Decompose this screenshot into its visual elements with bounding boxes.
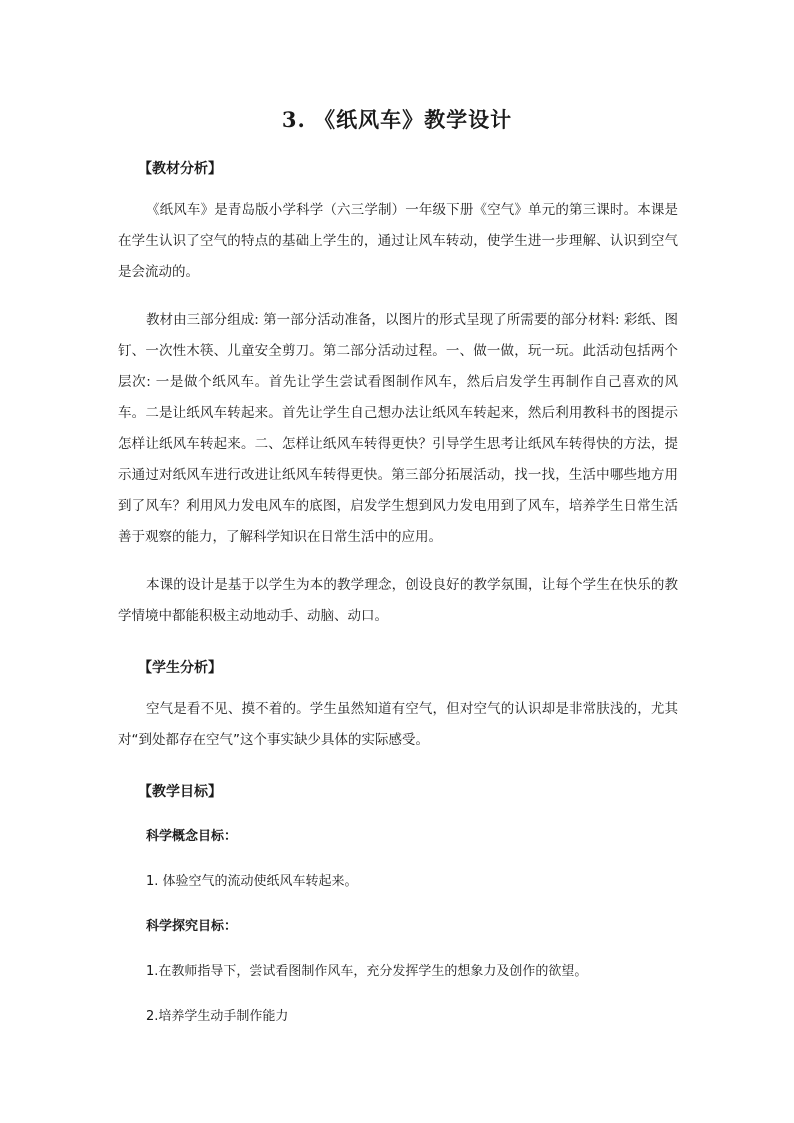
sub-heading-inquiry-goals: 科学探究目标：: [146, 919, 238, 934]
sub-heading-concept-goals: 科学概念目标：: [146, 829, 238, 844]
paragraph: 《纸风车》是青岛版小学科学（六三学制）一年级下册《空气》单元的第三课时。本课是在学生认识了空气的特点的基础上学生的，通过让风车转动，使学生进一步理解、认识到空气是会流动的。: [118, 202, 678, 280]
section-heading-teaching-goals: 【教学目标】: [138, 784, 222, 800]
paragraph: 空气是看不见、摸不着的。学生虽然知道有空气，但对空气的认识却是非常肤浅的，尤其对“到处都存在空气”这个事实缺少具体的实际感受。: [118, 701, 678, 748]
paragraph: 教材由三部分组成: 第一部分活动准备，以图片的形式呈现了所需要的部分材料: 彩纸、图钉、一次性木筷、儿童安全剪刀。第二部分活动过程。一、做一做，玩一玩。此活动包括两个层次: 一是做个纸风车。首先让学生尝试看图制作风车，然后启发学生再制作自己喜欢的风车。二是让纸风车转起来。首先让学生自己想办法让纸风车转起来，然后利用教科书的图提示怎样让纸风车转起来。二、怎样让纸风车转得更快？引导学生思考让纸风车转得快的方法，提示通过对纸风车进行改进让纸风车转得更快。第三部分拓展活动，找一找，生活中哪些地方用到了风车？利用风力发电风车的底图，启发学生想到风力发电用到了风车，培养学生日常生活善于观察的能力，了解科学知识在日常生活中的应用。: [118, 312, 678, 545]
goal-item: 1. 体验空气的流动使纸风车转起来。: [146, 874, 358, 889]
document-title: 3. 《纸风车》教学设计: [281, 107, 513, 132]
section-heading-student-analysis: 【学生分析】: [138, 660, 222, 676]
goal-item: 1.在教师指导下，尝试看图制作风车，充分发挥学生的想象力及创作的欲望。: [146, 964, 588, 979]
paragraph: 本课的设计是基于以学生为本的教学理念，创设良好的教学氛围，让每个学生在快乐的教学情境中都能积极主动地动手、动脑、动口。: [118, 577, 678, 624]
document-body: [118, 155, 678, 1031]
goal-item: 2.培养学生动手制作能力: [146, 1009, 289, 1024]
section-heading-textbook-analysis: 【教材分析】: [138, 161, 222, 177]
